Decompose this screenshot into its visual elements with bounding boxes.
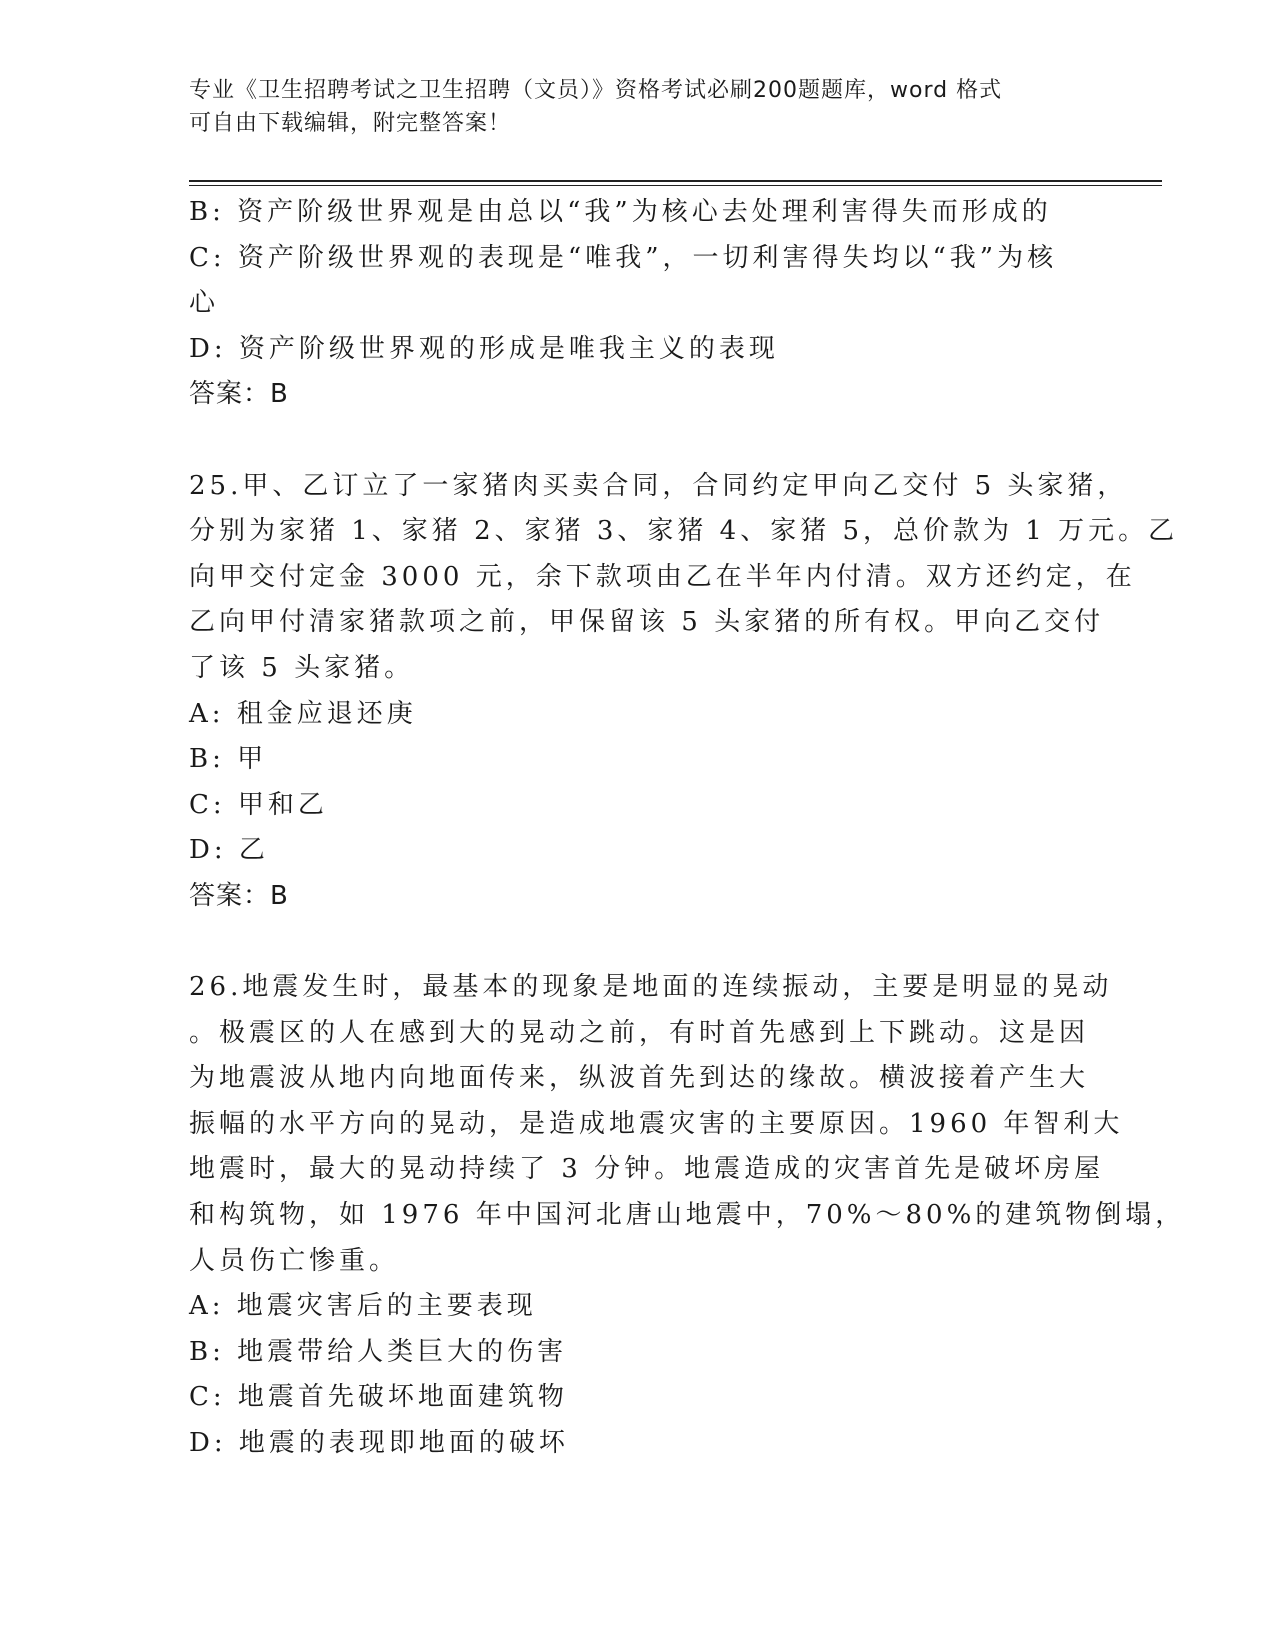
question-text-line: 为地震波从地内向地面传来，纵波首先到达的缘故。横波接着产生大: [189, 1063, 1090, 1094]
question-text-line: 地震时，最大的晃动持续了 3 分钟。地震造成的灾害首先是破坏房屋: [189, 1154, 1105, 1185]
question-text-line: 向甲交付定金 3000 元，余下款项由乙在半年内付清。双方还约定，在: [189, 561, 1136, 592]
question-text-line: 人员伤亡惨重。: [189, 1245, 400, 1276]
header-title-line-2: 可自由下载编辑，附完整答案！: [189, 111, 512, 136]
spacer: [189, 920, 1089, 966]
option-b: B: 地震带给人类巨大的伤害: [189, 1336, 568, 1367]
question-text-line: 了该 5 头家猪。: [189, 652, 415, 683]
question-text-line: 25.甲、乙订立了一家猪肉买卖合同，合同约定甲向乙交付 5 头家猪，: [189, 470, 1128, 501]
question-text-line: 乙向甲付清家猪款项之前，甲保留该 5 头家猪的所有权。甲向乙交付: [189, 607, 1105, 638]
document-header: [189, 74, 1089, 140]
option-d: D: 地震的表现即地面的破坏: [189, 1428, 569, 1459]
option-a: A: 地震灾害后的主要表现: [189, 1291, 537, 1322]
question-text-line: 26.地震发生时，最基本的现象是地面的连续振动，主要是明显的晃动: [189, 972, 1113, 1003]
option-c: C: 地震首先破坏地面建筑物: [189, 1382, 568, 1413]
option-d: D: 资产阶级世界观的形成是唯我主义的表现: [189, 333, 779, 364]
document-body: [189, 190, 1186, 1467]
question-text-line: 和构筑物，如 1976 年中国河北唐山地震中，70%～80%的建筑物倒塌，: [189, 1200, 1186, 1231]
option-b: B: 甲: [189, 744, 268, 775]
header-divider: [189, 180, 1162, 186]
question-25: [189, 464, 1179, 920]
option-c: C: 甲和乙: [189, 789, 328, 820]
spacer: [189, 418, 1089, 464]
option-b: B: 资产阶级世界观是由总以“我”为核心去处理利害得失而形成的: [189, 197, 1052, 227]
answer: 答案：B: [189, 880, 289, 911]
question-26: [189, 965, 1186, 1467]
option-c-line-1: C: 资产阶级世界观的表现是“唯我”，一切利害得失均以“我”为核: [189, 242, 1058, 273]
option-d: D: 乙: [189, 835, 269, 866]
question-text-line: 。极震区的人在感到大的晃动之前，有时首先感到上下跳动。这是因: [189, 1017, 1090, 1048]
question-24-tail: [189, 190, 1089, 418]
question-text-line: 分别为家猪 1、家猪 2、家猪 3、家猪 4、家猪 5，总价款为 1 万元。乙: [189, 516, 1179, 547]
header-title-line-1: 专业《卫生招聘考试之卫生招聘（文员）》资格考试必刷200题题库，word 格式: [189, 78, 1003, 103]
option-c-line-2: 心: [189, 288, 220, 319]
option-a: A: 租金应退还庚: [189, 698, 417, 729]
answer: 答案：B: [189, 379, 289, 410]
question-text-line: 振幅的水平方向的晃动，是造成地震灾害的主要原因。1960 年智利大: [189, 1108, 1124, 1139]
